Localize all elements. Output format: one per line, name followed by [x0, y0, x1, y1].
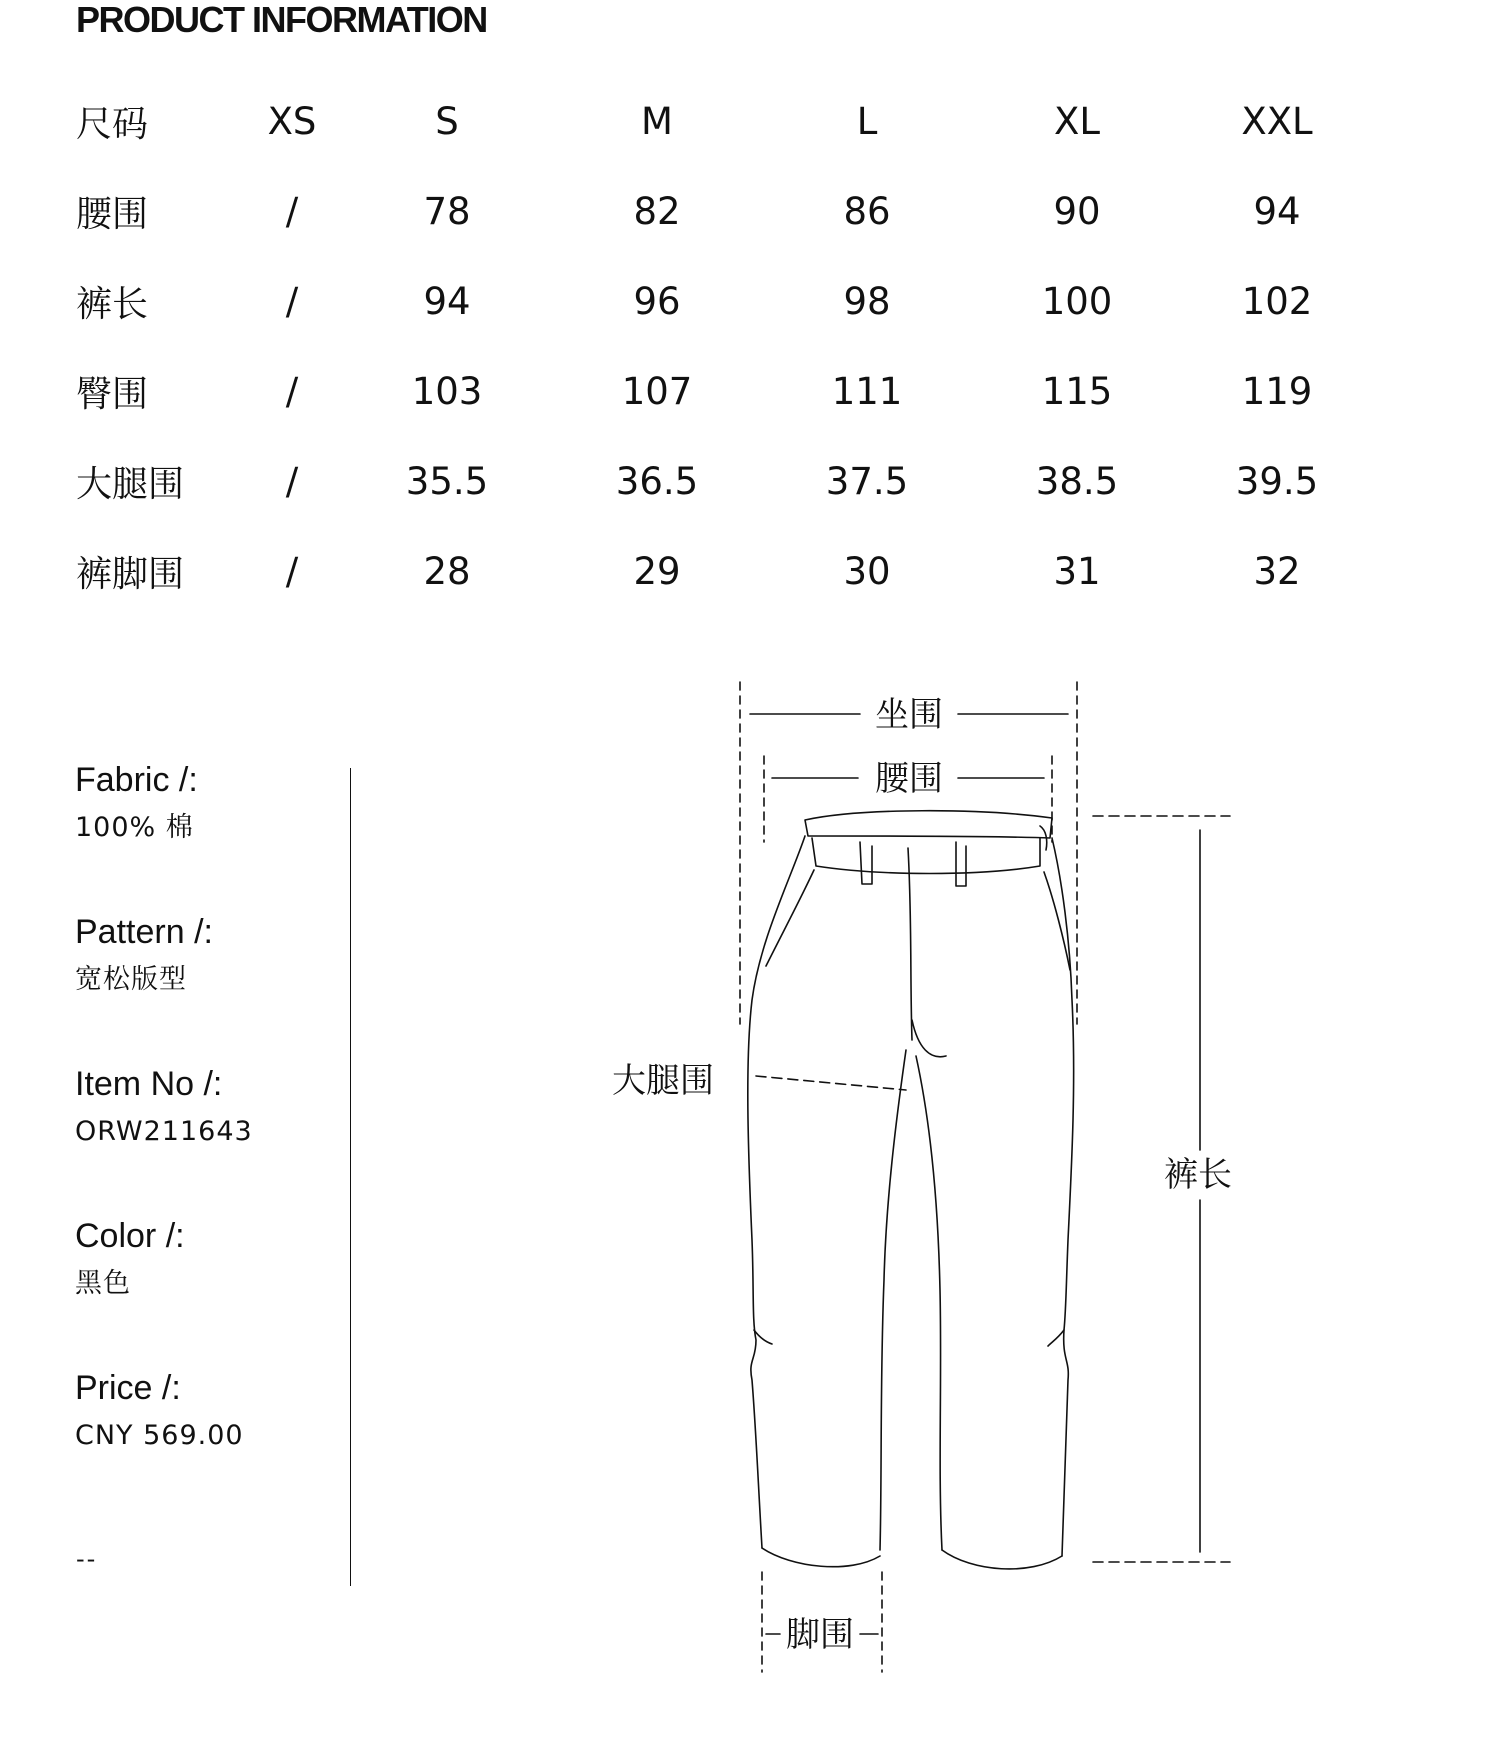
thigh-diagram-label: 大腿围 [612, 1061, 714, 1101]
size-xxl: XXL [1241, 99, 1313, 143]
table-cell: 94 [1253, 189, 1301, 233]
trailing-dashes: -- [76, 1545, 98, 1573]
table-cell: / [285, 549, 299, 593]
pattern-label: Pattern /: [75, 913, 213, 951]
table-cell: 103 [411, 369, 483, 413]
table-cell: 32 [1253, 549, 1301, 593]
waist-diagram-label: 腰围 [875, 759, 943, 799]
pants-outline [748, 811, 1074, 1569]
pattern-value: 宽松版型 [75, 964, 187, 995]
table-cell: 90 [1053, 189, 1101, 233]
table-cell: 102 [1241, 279, 1313, 323]
table-cell: 107 [621, 369, 693, 413]
size-l: L [856, 99, 878, 143]
item-number-label: Item No /: [75, 1065, 223, 1103]
table-cell: 39.5 [1235, 459, 1319, 503]
size-m: M [641, 99, 673, 143]
table-cell: 31 [1053, 549, 1101, 593]
table-cell: 115 [1041, 369, 1113, 413]
table-cell: 38.5 [1035, 459, 1119, 503]
table-cell: 111 [831, 369, 903, 413]
table-cell: 94 [423, 279, 471, 323]
table-cell: 29 [633, 549, 681, 593]
row-label-thigh: 大腿围 [76, 463, 185, 505]
price-label: Price /: [75, 1369, 181, 1407]
color-label: Color /: [75, 1217, 185, 1255]
table-cell: / [285, 369, 299, 413]
thigh-guide [756, 1076, 906, 1090]
hem-diagram-label: 脚围 [786, 1615, 854, 1655]
seat-label: 坐围 [875, 695, 943, 735]
table-cell: / [285, 189, 299, 233]
page-title: PRODUCT INFORMATION [76, 0, 487, 40]
color-value: 黑色 [75, 1268, 131, 1299]
table-cell: / [285, 279, 299, 323]
table-cell: / [285, 459, 299, 503]
fabric-label: Fabric /: [75, 761, 198, 799]
table-cell: 37.5 [825, 459, 909, 503]
row-label-hem: 裤脚围 [76, 553, 185, 595]
row-label-length: 裤长 [76, 283, 149, 325]
size-xs: XS [267, 99, 317, 143]
table-cell: 36.5 [615, 459, 699, 503]
table-cell: 30 [843, 549, 891, 593]
fabric-value: 100% 棉 [75, 812, 194, 843]
price-value: CNY 569.00 [75, 1420, 244, 1451]
row-label-waist: 腰围 [76, 193, 149, 235]
table-cell: 100 [1041, 279, 1113, 323]
size-s: S [435, 99, 459, 143]
size-xl: XL [1054, 99, 1100, 143]
table-cell: 28 [423, 549, 471, 593]
item-number-value: ORW211643 [75, 1116, 253, 1147]
length-diagram-label: 裤长 [1164, 1155, 1232, 1195]
table-cell: 78 [423, 189, 471, 233]
row-label-hip: 臀围 [76, 373, 149, 415]
table-cell: 82 [633, 189, 681, 233]
table-cell: 98 [843, 279, 891, 323]
size-header-label: 尺码 [76, 103, 149, 145]
table-cell: 119 [1241, 369, 1313, 413]
table-cell: 96 [633, 279, 681, 323]
table-cell: 35.5 [405, 459, 489, 503]
table-cell: 86 [843, 189, 891, 233]
